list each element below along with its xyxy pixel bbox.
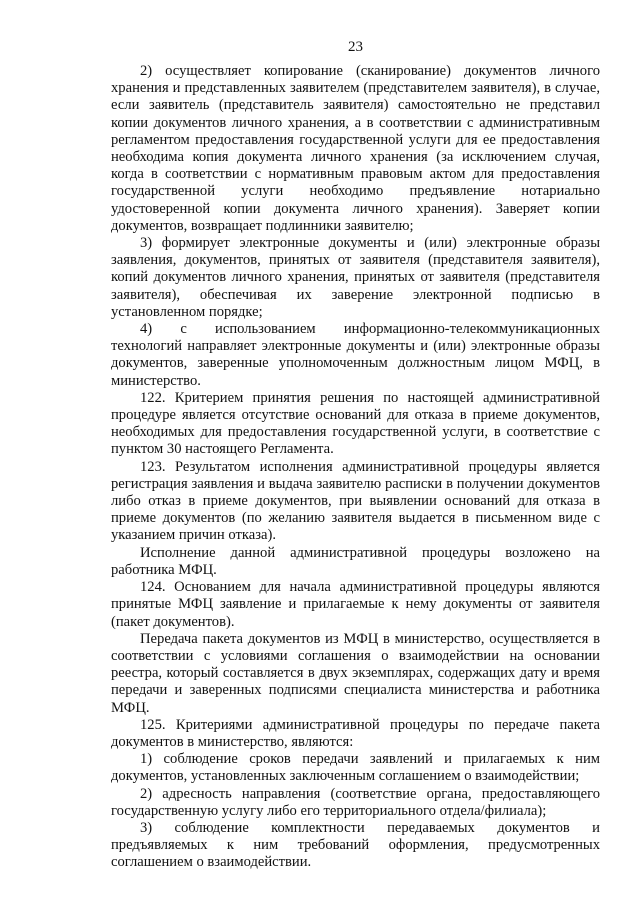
paragraph: 2) осуществляет копирование (сканирование) документов личного хранения и представленных заявителем (представителем заявителя), в случае, если заявитель (представитель заявителя) самостоятельно не представил копии документов личного хранения, а в соответствии с административным регламентом предоставления государственной услуги для ее предоставления необходима копия документа личного хранения (за исключением случая, когда в соответствии с нормативным правовым актом для предоставления государственной услуги необходимо предъявление нотариально удостоверенной копии документа личного хранения). Заверяет копии документов, возвращает подлинники заявителю; [111,63,600,234]
paragraph: 3) формирует электронные документы и (или) электронные образы заявления, документов, принятых от заявителя (представителя заявителя), копий документов личного хранения, принятых от заявителя (представителя заявителя), обеспечивая их заверение электронной подписью в установленном порядке; [111,235,600,320]
paragraph: 123. Результатом исполнения административной процедуры является регистрация заявления и выдача заявителю расписки в получении документов либо отказ в приеме документов, при выявлении оснований для отказа в приеме документов (по желанию заявителя выдается в письменном виде с указанием причин отказа). [111,458,600,544]
paragraph: 3) соблюдение комплектности передаваемых документов и предъявляемых к ним требований оформления, предусмотренных соглашением о взаимодействии. [111,819,600,871]
paragraph: 122. Критерием принятия решения по настоящей административной процедуре является отсутствие оснований для отказа в приеме документов, необходимых для предоставления государственной услуги, в соответствие с пунктом 30 настоящего Регламента. [111,389,600,458]
paragraph: 125. Критериями административной процедуры по передаче пакета документов в министерство, являются: [111,716,600,750]
paragraph: 2) адресность направления (соответствие органа, предоставляющего государственную услугу либо его территориального отдела/филиала); [111,785,600,819]
paragraph: 124. Основанием для начала административной процедуры являются принятые МФЦ заявление и прилагаемые к нему документы от заявителя (пакет документов). [111,579,600,630]
paragraph: Исполнение данной административной процедуры возложено на работника МФЦ. [111,544,600,578]
body-text [111,63,600,872]
paragraph: 4) с использованием информационно-телекоммуникационных технологий направляет электронные документы и (или) электронные образы документов, заверенные уполномоченным должностным лицом МФЦ, в министерство. [111,321,600,389]
page-number: 23 [348,39,363,55]
paragraph: 1) соблюдение сроков передачи заявлений и прилагаемых к ним документов, установленных заключенным соглашением о взаимодействии; [111,751,600,785]
paragraph: Передача пакета документов из МФЦ в министерство, осуществляется в соответствии с условиями соглашения о взаимодействии на основании реестра, который составляется в двух экземплярах, содержащих дату и время передачи и заверенных подписями специалиста министерства и работника МФЦ. [111,630,600,716]
